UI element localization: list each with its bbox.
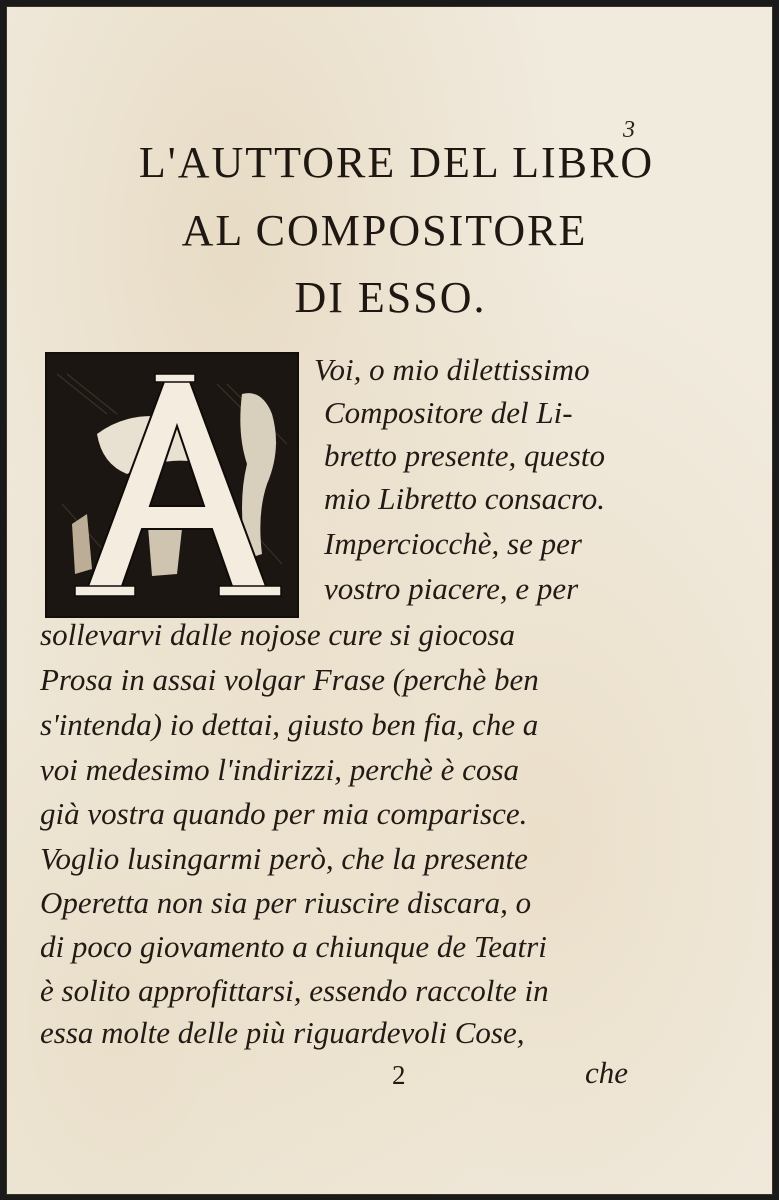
text-line: Voi, o mio dilettissimo — [314, 352, 590, 387]
text-line: s'intenda) io dettai, giusto ben fia, che a — [40, 707, 539, 742]
catchword: che — [585, 1055, 629, 1090]
text-line: già vostra quando per mia comparisce. — [40, 796, 528, 831]
page-number: 3 — [623, 117, 635, 143]
text-line: Imperciocchè, se per — [324, 526, 582, 561]
woodcut-illustration-icon — [47, 354, 297, 616]
title-line-1: L'AUTTORE DEL LIBRO — [138, 138, 655, 187]
text-line: Operetta non sia per riuscire discara, o — [40, 885, 532, 920]
decorated-initial — [45, 352, 299, 618]
text-line: bretto presente, questo — [324, 438, 605, 473]
text-line: è solito approfittarsi, essendo raccolte in — [40, 973, 549, 1008]
title-line-3: DI ESSO. — [294, 273, 487, 322]
text-line: voi medesimo l'indirizzi, perchè è cosa — [40, 752, 520, 787]
text-line: sollevarvi dalle nojose cure si giocosa — [40, 617, 515, 652]
text-line: Prosa in assai volgar Frase (perchè ben — [40, 662, 539, 697]
text-line: di poco giovamento a chiunque de Teatri — [40, 929, 547, 964]
text-line: Voglio lusingarmi però, che la presente — [40, 841, 528, 876]
text-line: mio Libretto consacro. — [324, 481, 605, 516]
title-line-2: AL COMPOSITORE — [181, 206, 588, 255]
book-page — [6, 6, 773, 1195]
text-line: Compositore del Li- — [324, 395, 573, 430]
text-line: vostro piacere, e per — [324, 571, 579, 606]
signature-mark: 2 — [392, 1060, 406, 1090]
text-line: essa molte delle più riguardevoli Cose, — [40, 1015, 525, 1050]
